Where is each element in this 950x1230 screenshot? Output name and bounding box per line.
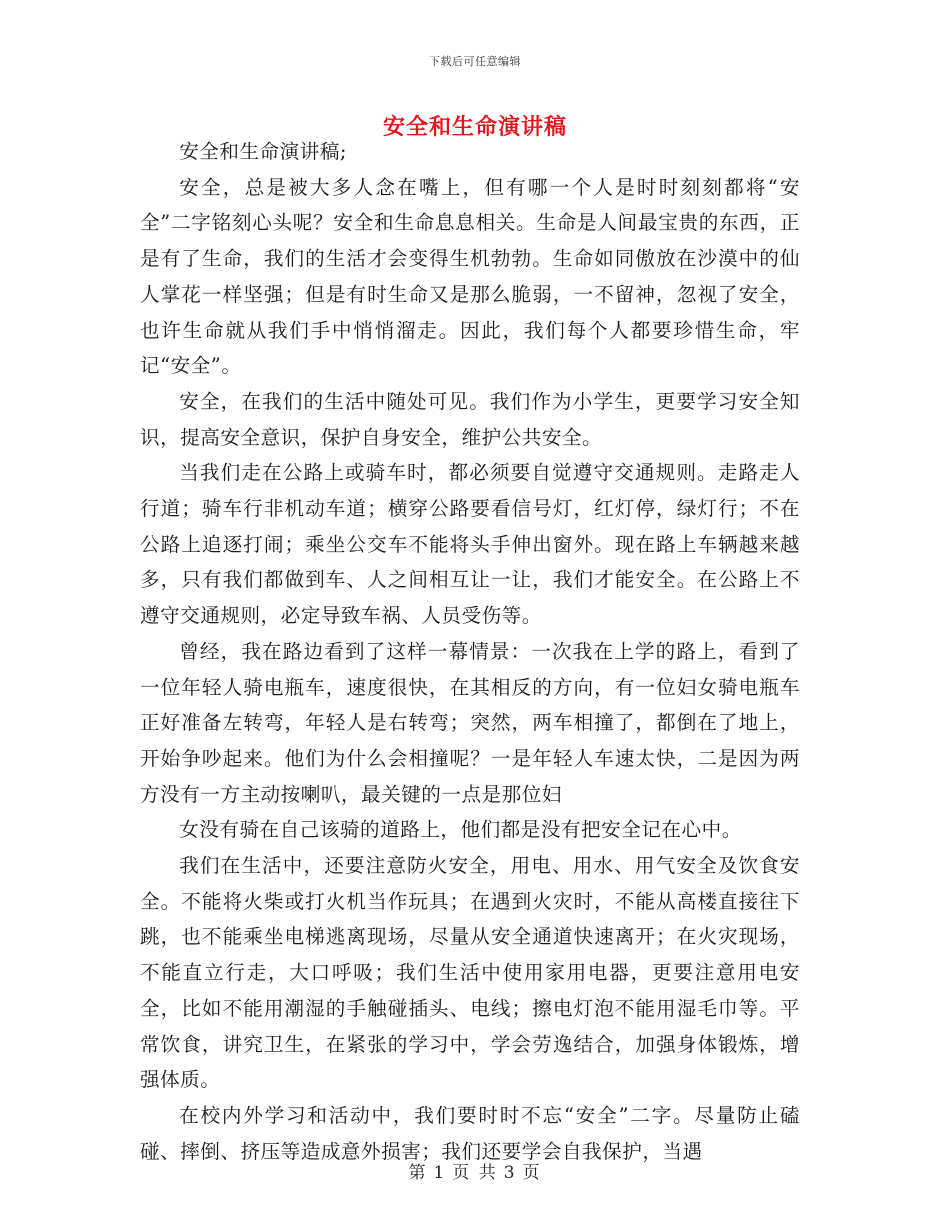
page-footer <box>0 1158 950 1183</box>
document-body <box>140 134 800 1169</box>
paragraph: 曾经，我在路边看到了这样一幕情景：一次我在上学的路上，看到了一位年轻人骑电瓶车，速度很快，在其相反的方向，有一位妇女骑电瓶车正好准备左转弯，年轻人是右转弯；突然，两车相撞了，都倒在了地上，开始争吵起来。他们为什么会相撞呢？一是年轻人车速太快，二是因为两方没有一方主动按喇叭，最关键的一点是那位妇 <box>140 639 800 806</box>
paragraph: 我们在生活中，还要注意防火安全，用电、用水、用气安全及饮食安全。不能将火柴或打火机当作玩具；在遇到火灾时，不能从高楼直接往下跳，也不能乘坐电梯逃离现场，尽量从安全通道快速离开；在火灾现场，不能直立行走，大口呼吸；我们生活中使用家用电器，更要注意用电安全，比如不能用潮湿的手触碰插头、电线；擦电灯泡不能用湿毛巾等。平常饮食，讲究卫生，在紧张的学习中，学会劳逸结合，加强身体锻炼，增强体质。 <box>140 854 800 1092</box>
header-note: 下载后可任意编辑 <box>429 55 521 68</box>
paragraph: 安全，总是被大多人念在嘴上，但有哪一个人是时时刻刻都将“安全”二字铭刻心头呢？安全和生命息息相关。生命是人间最宝贵的东西，正是有了生命，我们的生活才会变得生机勃勃。生命如同傲放在沙漠中的仙人掌花一样坚强；但是有时生命又是那么脆弱，一不留神，忽视了安全，也许生命就从我们手中悄悄溜走。因此，我们每个人都要珍惜生命，牢记“安全”。 <box>140 175 800 378</box>
paragraph: 在校内外学习和活动中，我们要时时不忘“安全”二字。尽量防止磕碰、摔倒、挤压等造成意外损害；我们还要学会自我保护，当遇 <box>140 1103 800 1163</box>
paragraph: 当我们走在公路上或骑车时，都必须要自觉遵守交通规则。走路走人行道；骑车行非机动车道；横穿公路要看信号灯，红灯停，绿灯行；不在公路上追逐打闹；乘坐公交车不能将头手伸出窗外。现在路上车辆越来越多，只有我们都做到车、人之间相互让一让，我们才能安全。在公路上不遵守交通规则，必定导致车祸、人员受伤等。 <box>140 461 800 628</box>
current-page-number: 1 <box>433 1163 447 1183</box>
footer-middle: 页 共 <box>452 1163 498 1183</box>
footer-suffix: 页 <box>522 1163 542 1183</box>
paragraph: 安全和生命演讲稿; <box>179 140 348 163</box>
paragraph: 安全，在我们的生活中随处可见。我们作为小学生，更要学习安全知识，提高安全意识，保护自身安全，维护公共安全。 <box>140 389 800 449</box>
footer-prefix: 第 <box>408 1163 428 1183</box>
total-page-count: 3 <box>503 1163 517 1183</box>
document-title: 安全和生命演讲稿 <box>382 114 567 140</box>
paragraph: 女没有骑在自己该骑的道路上，他们都是没有把安全记在心中。 <box>179 818 742 842</box>
